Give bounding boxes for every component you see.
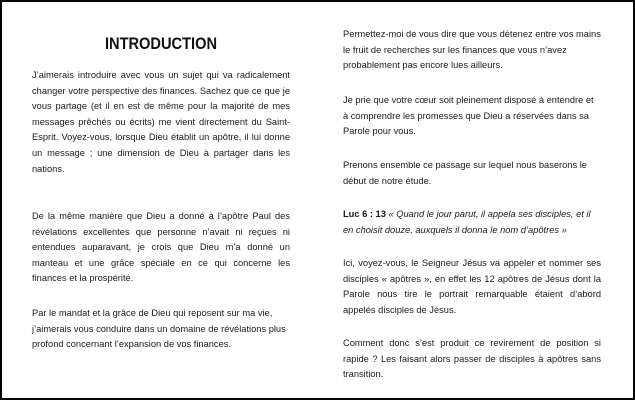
right-paragraph-6: Comment donc s’est produit ce revirement de position si rapide ? Les faisant alors passer de disciples à apôtres sans transition. — [343, 338, 601, 380]
intro-paragraph-3: Par le mandat et la grâce de Dieu qui reposent sur ma vie, j’aimerais vous conduire dans un domaine de révélations plus profond concernant l’expansion de vos finances. — [32, 308, 286, 350]
document-page — [2, 2, 633, 398]
bible-verse — [343, 207, 601, 238]
right-paragraph-3: Prenons ensemble ce passage sur lequel nous baserons le début de notre étude. — [343, 160, 587, 186]
intro-paragraph-1: J’aimerais introduire avec vous un sujet qui va radicalement changer votre perspective des finances. Sachez que ce que je vous partage (et il en est de même pour la majorité de mes messages prêchés ou écrits) me vient directement du Saint-Esprit. Voyez-vous, lorsque Dieu établit un apôtre, il lui donne un message ; une dimension de Dieu à partager dans les nations. — [32, 70, 290, 174]
right-paragraph-1: Permettez-moi de vous dire que vous détenez entre vos mains le fruit de recherches sur les finances que vous n’avez probablement pas encore lues ailleurs. — [343, 29, 601, 71]
verse-reference: Luc 6 : 13 — [343, 209, 386, 219]
verse-text: « Quand le jour parut, il appela ses disciples, et il en choisit douze, auxquels il donna le nom d’apôtres » — [343, 209, 591, 235]
intro-paragraph-2: De la même manière que Dieu a donné à l’apôtre Paul des révélations excellentes que personne n’avait ni reçues ni entendues auparavant, je crois que Dieu m’a donné un manteau et une grâce spéciale en ce qui concerne les finances et la prospérité. — [32, 211, 290, 284]
right-paragraph-5: Ici, voyez-vous, le Seigneur Jésus va appeler et nommer ses disciples « apôtres », en effet les 12 apôtres de Jésus dont la Parole nous tire le portrait remarquable étaient d’abord appelés disciples de Jésus. — [343, 258, 601, 315]
page-title: INTRODUCTION — [104, 34, 218, 53]
right-paragraph-2: Je prie que votre cœur soit pleinement disposé à entendre et à comprendre les promesses que Dieu a réservées dans sa Parole pour vous. — [343, 95, 594, 137]
